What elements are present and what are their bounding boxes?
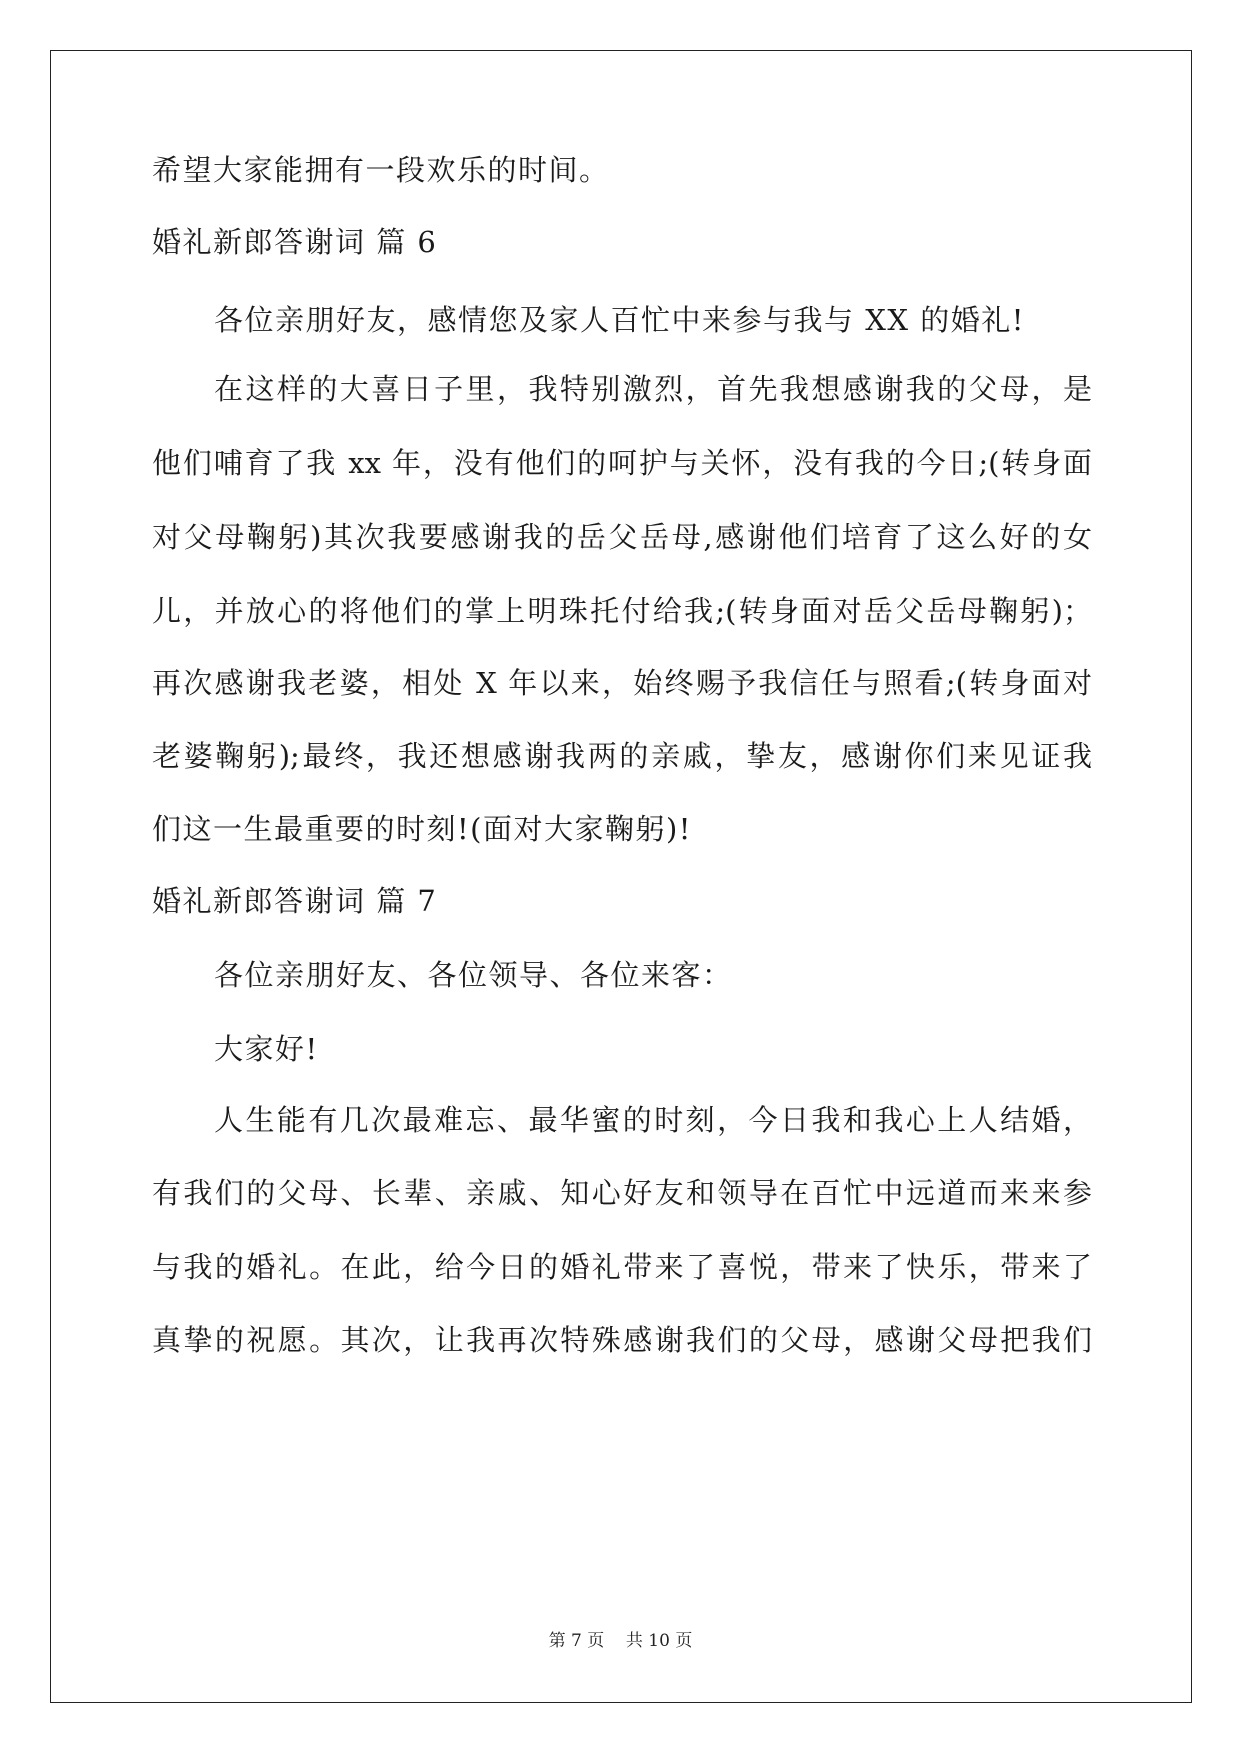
paragraph-line: 再次感谢我老婆，相处 X 年以来，始终赐予我信任与照看;(转身面对 [152,666,1092,700]
paragraph-line: 儿，并放心的将他们的掌上明珠托付给我;(转身面对岳父岳母鞠躬)； [152,594,1092,628]
paragraph-line: 在这样的大喜日子里，我特别激烈，首先我想感谢我的父母，是 [214,372,1092,406]
paragraph-line: 各位亲朋好友，感情您及家人百忙中来参与我与 XX 的婚礼! [214,303,1025,337]
paragraph-line: 希望大家能拥有一段欢乐的时间。 [152,153,610,187]
paragraph-line: 他们哺育了我 xx 年，没有他们的呵护与关怀，没有我的今日;(转身面 [152,446,1092,480]
paragraph-line: 老婆鞠躬);最终，我还想感谢我两的亲戚，挚友，感谢你们来见证我 [152,739,1092,773]
paragraph-line: 真挚的祝愿。其次，让我再次特殊感谢我们的父母，感谢父母把我们 [152,1323,1092,1357]
paragraph-line: 对父母鞠躬)其次我要感谢我的岳父岳母,感谢他们培育了这么好的女 [152,520,1092,554]
section-heading-7: 婚礼新郎答谢词 篇 7 [152,884,438,918]
paragraph-line: 各位亲朋好友、各位领导、各位来客： [214,958,733,992]
paragraph-line: 大家好! [214,1032,319,1066]
page-number: 第 7 页 [548,1631,605,1651]
page-footer [0,1630,1241,1652]
section-heading-6: 婚礼新郎答谢词 篇 6 [152,225,438,259]
page-border [50,50,1192,1703]
paragraph-line: 人生能有几次最难忘、最华蜜的时刻，今日我和我心上人结婚， [214,1103,1092,1137]
paragraph-line: 有我们的父母、长辈、亲戚、知心好友和领导在百忙中远道而来来参 [152,1176,1092,1210]
paragraph-line: 们这一生最重要的时刻!(面对大家鞠躬)! [152,812,692,846]
page-total: 共 10 页 [625,1631,693,1651]
paragraph-line: 与我的婚礼。在此，给今日的婚礼带来了喜悦，带来了快乐，带来了 [152,1250,1092,1284]
